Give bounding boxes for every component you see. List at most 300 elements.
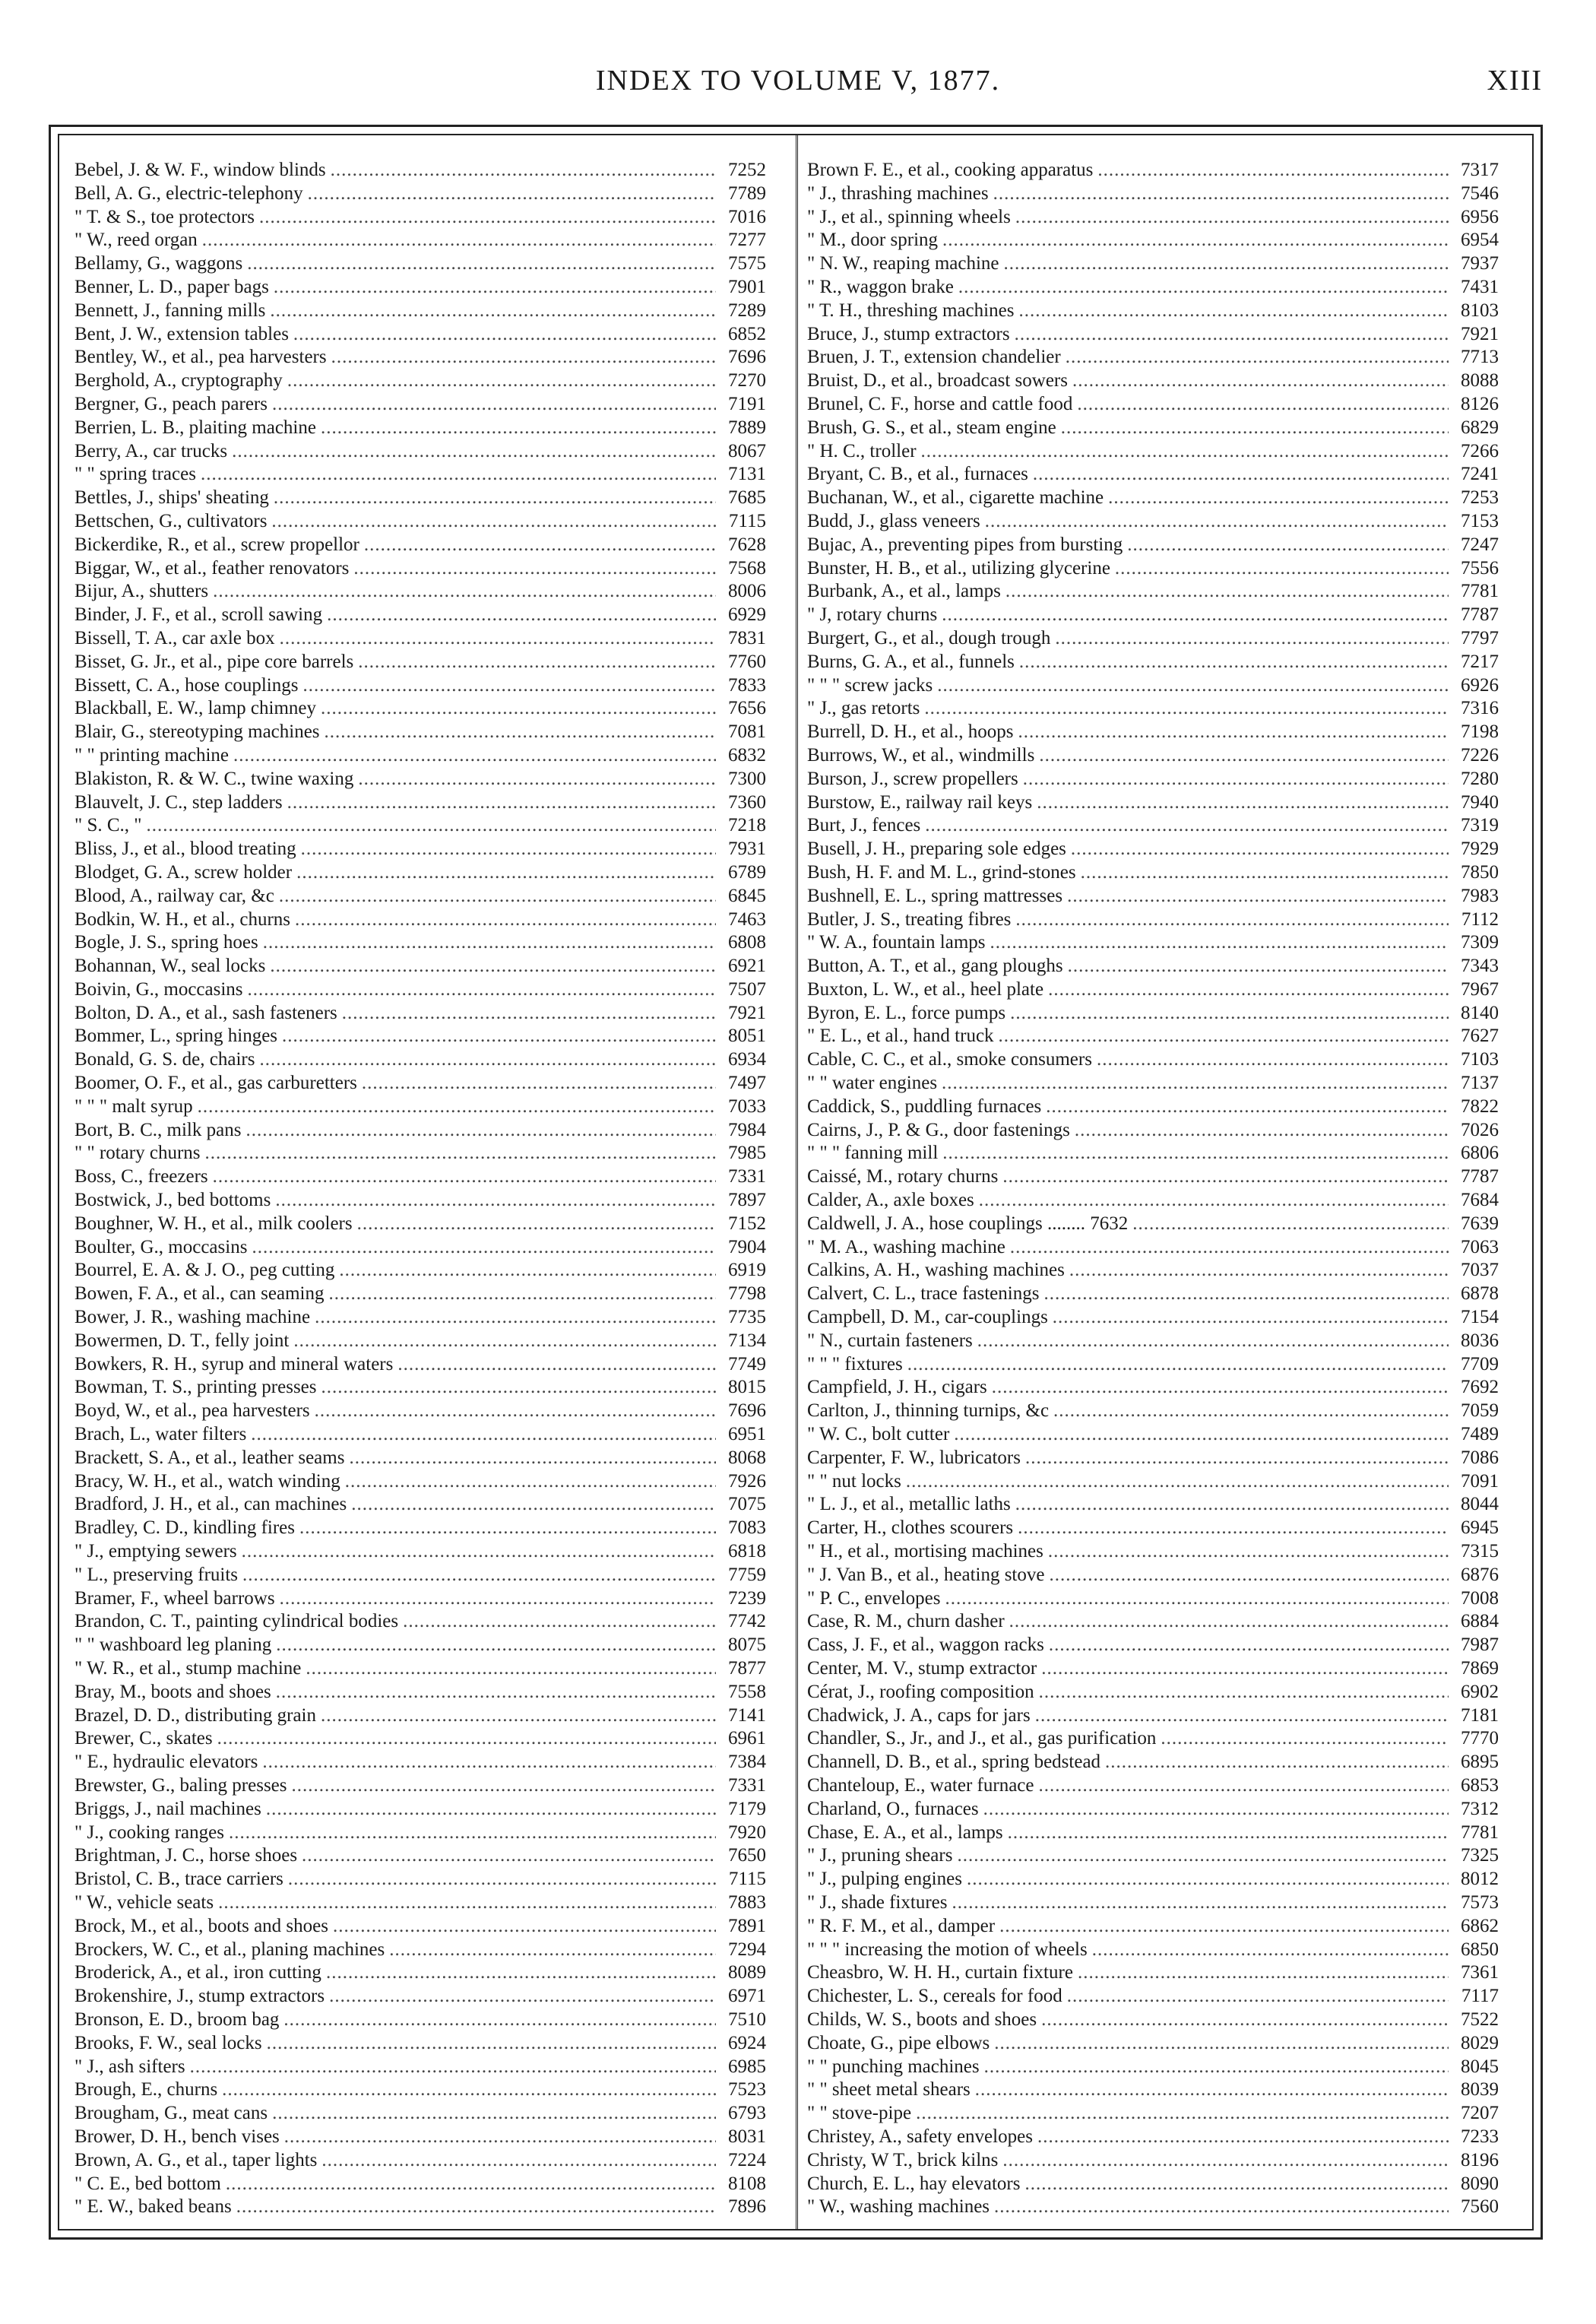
entry-number: 6852 [728, 323, 766, 344]
entry-number: 7141 [728, 1704, 766, 1726]
entry-number: 6954 [1461, 230, 1499, 251]
entry-number: 7154 [1461, 1307, 1499, 1328]
index-entry [807, 253, 1499, 277]
leader-dots [1127, 534, 1449, 556]
entry-number: 7560 [1461, 2196, 1499, 2218]
index-entry [807, 1986, 1499, 2009]
index-entry [807, 1424, 1499, 1447]
entry-number: 7523 [728, 2079, 766, 2100]
entry-number: 7929 [1461, 839, 1499, 860]
entry-number: 7937 [1461, 253, 1499, 274]
entry-name: Case, R. M., churn dasher [807, 1611, 1005, 1632]
leader-dots [1067, 1986, 1449, 2007]
leader-dots [282, 1026, 716, 1047]
leader-dots [992, 1377, 1449, 1398]
entry-name: " " spring traces [74, 464, 196, 485]
entry-number: 7103 [1461, 1049, 1499, 1070]
index-entry [807, 721, 1499, 745]
leader-dots [353, 558, 716, 579]
entry-name: " L. J., et al., metallic laths [807, 1494, 1011, 1515]
index-entry [74, 394, 766, 417]
entry-number: 7117 [1461, 1986, 1499, 2007]
leader-dots [1015, 909, 1449, 931]
entry-number: 7627 [1461, 1026, 1499, 1047]
leader-dots [321, 1705, 716, 1726]
index-entry [74, 1939, 766, 1963]
index-entry [74, 1237, 766, 1260]
index-entry [807, 886, 1499, 909]
entry-number: 7431 [1461, 276, 1499, 297]
leader-dots [362, 1073, 716, 1094]
entry-number: 7920 [728, 1821, 766, 1843]
entry-name: Boivin, G., moccasins [74, 978, 243, 1000]
index-entry [74, 230, 766, 253]
leader-dots [916, 2103, 1449, 2124]
entry-name: Blackball, E. W., lamp chimney [74, 698, 316, 719]
entry-name: Benner, L. D., paper bags [74, 276, 269, 297]
entry-number: 7384 [728, 1752, 766, 1773]
leader-dots [1132, 1213, 1449, 1235]
index-entry [74, 1822, 766, 1846]
leader-dots [1004, 253, 1449, 274]
leader-dots [201, 464, 716, 485]
leader-dots [1078, 1962, 1449, 1983]
entry-number: 7063 [1461, 1236, 1499, 1257]
entry-name: Charland, O., furnaces [807, 1798, 979, 1819]
entry-name: Burns, G. A., et al., funnels [807, 651, 1015, 672]
entry-number: 7115 [728, 1869, 766, 1890]
entry-name: " R., waggon brake [807, 276, 954, 297]
entry-name: Berghold, A., cryptography [74, 370, 283, 392]
entry-number: 8196 [1461, 2149, 1499, 2170]
entry-name: Caldwell, J. A., hose couplings ........ 7632 [807, 1213, 1129, 1234]
entry-number: 7153 [1461, 510, 1499, 531]
leader-dots [1039, 1682, 1449, 1703]
leader-dots [1002, 1166, 1449, 1187]
entry-number: 6929 [728, 604, 766, 626]
entry-number: 7904 [728, 1236, 766, 1257]
index-entry [807, 1962, 1499, 1986]
entry-number: 6956 [1461, 206, 1499, 227]
entry-number: 7266 [1461, 440, 1499, 461]
entry-number: 6921 [728, 956, 766, 977]
entry-name: " L., preserving fruits [74, 1564, 239, 1585]
leader-dots [975, 2079, 1449, 2100]
index-entry [807, 1916, 1499, 1939]
leader-dots [302, 675, 716, 696]
leader-dots [907, 1354, 1449, 1375]
entry-name: " P. C., envelopes [807, 1587, 941, 1609]
leader-dots [1048, 1541, 1449, 1562]
entry-name: " C. E., bed bottom [74, 2173, 221, 2194]
index-entry [807, 300, 1499, 324]
index-entry [74, 769, 766, 792]
entry-number: 7735 [728, 1307, 766, 1328]
leader-dots [1055, 628, 1449, 649]
entry-number: 7781 [1461, 1821, 1499, 1843]
index-entry [807, 417, 1499, 441]
entry-number: 7112 [1461, 908, 1499, 930]
index-entry [807, 1120, 1499, 1143]
index-entry [74, 745, 766, 769]
entry-name: Burson, J., screw propellers [807, 768, 1018, 789]
leader-dots [994, 2033, 1449, 2054]
entry-number: 7967 [1461, 978, 1499, 1000]
entry-name: Childs, W. S., boots and shoes [807, 2009, 1037, 2030]
entry-number: 7940 [1461, 791, 1499, 813]
index-entry [807, 1541, 1499, 1565]
index-entry [807, 441, 1499, 464]
entry-name: Chichester, L. S., cereals for food [807, 1986, 1062, 2007]
leader-dots [983, 1799, 1449, 1820]
entry-number: 7983 [1461, 885, 1499, 906]
entry-name: " " rotary churns [74, 1143, 201, 1164]
index-entry [807, 1049, 1499, 1073]
entry-number: 7331 [728, 1166, 766, 1187]
leader-dots [1037, 792, 1449, 813]
entry-number: 7224 [728, 2149, 766, 2170]
entry-name: Church, E. L., hay elevators [807, 2173, 1021, 2194]
index-entry [74, 1752, 766, 1775]
leader-dots [937, 675, 1449, 696]
leader-dots [275, 1190, 716, 1211]
index-entry [807, 1307, 1499, 1330]
index-entry [807, 370, 1499, 394]
entry-name: Bort, B. C., milk pans [74, 1119, 242, 1140]
leader-dots [259, 207, 716, 228]
index-entry [74, 1541, 766, 1565]
entry-name: " " " fanning mill [807, 1143, 939, 1164]
entry-name: " R. F. M., et al., damper [807, 1915, 996, 1936]
entry-number: 7831 [728, 627, 766, 648]
entry-number: 7546 [1461, 182, 1499, 204]
index-entry [807, 1354, 1499, 1378]
entry-name: " W., vehicle seats [74, 1891, 214, 1913]
leader-dots [1066, 347, 1449, 368]
leader-dots [1061, 417, 1449, 439]
index-entry [807, 1775, 1499, 1799]
entry-name: Bent, J. W., extension tables [74, 323, 289, 344]
leader-dots [1015, 1494, 1449, 1515]
index-entry [74, 1143, 766, 1166]
index-entry [74, 1400, 766, 1424]
index-entry [807, 1565, 1499, 1588]
entry-number: 7891 [728, 1915, 766, 1936]
leader-dots [233, 745, 716, 766]
entry-name: Bellamy, G., waggons [74, 253, 243, 274]
entry-number: 7568 [728, 557, 766, 579]
entry-number: 7115 [728, 510, 766, 531]
entry-number: 7797 [1461, 627, 1499, 648]
leader-dots [248, 979, 716, 1000]
leader-dots [321, 417, 716, 439]
entry-number: 7489 [1461, 1424, 1499, 1445]
entry-name: Bentley, W., et al., pea harvesters [74, 347, 327, 368]
leader-dots [242, 1565, 716, 1586]
index-entry [74, 511, 766, 534]
entry-number: 8103 [1461, 300, 1499, 321]
entry-number: 8006 [728, 581, 766, 602]
leader-dots [327, 604, 716, 626]
entry-number: 7315 [1461, 1541, 1499, 1562]
leader-dots [1019, 652, 1449, 673]
index-entry [807, 1096, 1499, 1120]
index-entry [74, 464, 766, 487]
entry-name: Bracy, W. H., et al., watch winding [74, 1470, 340, 1492]
entry-number: 7008 [1461, 1587, 1499, 1609]
entry-name: Brandon, C. T., painting cylindrical bodies [74, 1611, 399, 1632]
entry-name: Bristol, C. B., trace carriers [74, 1869, 283, 1890]
index-entry [74, 1799, 766, 1822]
entry-number: 7198 [1461, 721, 1499, 743]
index-entry [74, 1892, 766, 1916]
entry-number: 6961 [728, 1728, 766, 1749]
leader-dots [1023, 769, 1449, 790]
index-entry [807, 1400, 1499, 1424]
entry-name: Bebel, J. & W. F., window blinds [74, 160, 326, 180]
entry-name: Brougham, G., meat cans [74, 2103, 268, 2124]
entry-name: " " stove-pipe [807, 2103, 912, 2124]
entry-number: 7091 [1461, 1470, 1499, 1492]
leader-dots [999, 1916, 1449, 1937]
entry-name: " J., ash sifters [74, 2056, 185, 2077]
leader-dots [280, 1588, 716, 1609]
entry-number: 7217 [1461, 651, 1499, 672]
entry-name: " E., hydraulic elevators [74, 1752, 258, 1773]
index-entry [807, 347, 1499, 370]
entry-number: 6924 [728, 2032, 766, 2053]
entry-name: Burbank, A., et al., lamps [807, 581, 1001, 602]
index-entry [74, 558, 766, 582]
page-number: XIII [1487, 65, 1543, 97]
leader-dots [306, 1658, 716, 1679]
entry-name: Berry, A., car trucks [74, 440, 228, 461]
index-entry [74, 698, 766, 721]
index-entry [807, 698, 1499, 721]
index-entry [807, 745, 1499, 769]
leader-dots [272, 394, 716, 415]
entry-name: Buchanan, W., et al., cigarette machine [807, 487, 1104, 509]
entry-name: Christey, A., safety envelopes [807, 2126, 1033, 2147]
index-entry [74, 1026, 766, 1049]
entry-name: " J., pruning shears [807, 1845, 953, 1866]
entry-name: Burstow, E., railway rail keys [807, 791, 1033, 813]
entry-number: 6829 [1461, 417, 1499, 438]
entry-name: Bettschen, G., cultivators [74, 510, 268, 531]
entry-name: Bodkin, W. H., et al., churns [74, 908, 291, 930]
entry-name: Briggs, J., nail machines [74, 1798, 261, 1819]
index-entry [74, 1260, 766, 1283]
entry-name: " " " malt syrup [74, 1095, 193, 1117]
entry-name: Bower, J. R., washing machine [74, 1307, 311, 1328]
index-column-right [807, 160, 1499, 2218]
leader-dots [333, 1916, 716, 1937]
leader-dots [1067, 886, 1449, 907]
entry-name: Calvert, C. L., trace fastenings [807, 1283, 1040, 1305]
entry-number: 7300 [728, 768, 766, 789]
index-entry [807, 956, 1499, 979]
entry-name: Bisset, G. Jr., et al., pipe core barrels [74, 651, 354, 672]
entry-name: Binder, J. F., et al., scroll sawing [74, 604, 323, 626]
entry-name: Blauvelt, J. C., step ladders [74, 791, 283, 813]
entry-name: Byron, E. L., force pumps [807, 1002, 1006, 1023]
entry-name: Bolton, D. A., et al., sash fasteners [74, 1002, 337, 1023]
index-entry [74, 441, 766, 464]
entry-name: " " water engines [807, 1073, 938, 1094]
leader-dots [329, 1986, 716, 2007]
entry-name: Chandler, S., Jr., and J., et al., gas purification [807, 1728, 1157, 1749]
entry-number: 8031 [728, 2126, 766, 2147]
index-entry [807, 1658, 1499, 1682]
entry-name: Brush, G. S., et al., steam engine [807, 417, 1056, 438]
leader-dots [213, 581, 716, 602]
leader-dots [1075, 1120, 1449, 1141]
entry-name: " " " screw jacks [807, 674, 933, 696]
leader-dots [994, 2196, 1449, 2218]
entry-name: Brach, L., water filters [74, 1424, 247, 1445]
entry-name: " W. C., bolt cutter [807, 1424, 950, 1445]
entry-name: Chadwick, J. A., caps for jars [807, 1704, 1031, 1726]
entry-number: 7083 [728, 1517, 766, 1539]
entry-name: Carpenter, F. W., lubricators [807, 1447, 1021, 1468]
entry-name: Brewster, G., baling presses [74, 1774, 287, 1796]
leader-dots [283, 2009, 716, 2031]
leader-dots [345, 1471, 716, 1492]
index-entry [807, 1026, 1499, 1049]
index-entry [74, 1682, 766, 1705]
entry-name: Bommer, L., spring hinges [74, 1026, 278, 1047]
entry-name: Blair, G., stereotyping machines [74, 721, 320, 743]
index-entry [807, 2056, 1499, 2080]
leader-dots [942, 1073, 1449, 1094]
entry-name: Campfield, J. H., cigars [807, 1377, 987, 1398]
entry-number: 7026 [1461, 1119, 1499, 1140]
index-entry [74, 2196, 766, 2220]
entry-number: 7822 [1461, 1095, 1499, 1117]
entry-number: 7309 [1461, 932, 1499, 953]
entry-number: 6862 [1461, 1915, 1499, 1936]
index-entry [807, 207, 1499, 230]
leader-dots [232, 441, 716, 462]
entry-name: Bijur, A., shutters [74, 581, 209, 602]
entry-number: 7289 [728, 300, 766, 321]
entry-name: Bennett, J., fanning mills [74, 300, 266, 321]
entry-number: 8075 [728, 1634, 766, 1656]
entry-number: 8140 [1461, 1002, 1499, 1023]
entry-number: 7926 [728, 1470, 766, 1492]
entry-number: 7558 [728, 1681, 766, 1702]
leader-dots [1043, 1283, 1449, 1305]
leader-dots [1025, 1447, 1449, 1469]
entry-number: 7037 [1461, 1260, 1499, 1281]
index-entry [807, 581, 1499, 604]
entry-number: 7059 [1461, 1400, 1499, 1422]
entry-number: 7016 [728, 206, 766, 227]
entry-name: Calder, A., axle boxes [807, 1190, 974, 1211]
index-entry [74, 1330, 766, 1354]
index-entry [807, 1517, 1499, 1541]
index-entry [74, 1517, 766, 1541]
leader-dots [280, 628, 716, 649]
index-entry [807, 909, 1499, 933]
entry-number: 8036 [1461, 1330, 1499, 1351]
index-entry [807, 324, 1499, 347]
entry-number: 7134 [728, 1330, 766, 1351]
leader-dots [403, 1611, 716, 1632]
leader-dots [924, 698, 1449, 719]
entry-name: Bowman, T. S., printing presses [74, 1377, 317, 1398]
index-entry [74, 1307, 766, 1330]
leader-dots [1053, 1307, 1449, 1328]
entry-number: 6832 [728, 744, 766, 766]
entry-number: 8029 [1461, 2032, 1499, 2053]
index-entry [74, 1916, 766, 1939]
entry-number: 7277 [728, 230, 766, 251]
entry-number: 6902 [1461, 1681, 1499, 1702]
leader-dots [308, 183, 716, 204]
entry-name: " T. H., threshing machines [807, 300, 1015, 321]
index-entry [74, 1962, 766, 1986]
index-entry [807, 2196, 1499, 2220]
entry-number: 8045 [1461, 2056, 1499, 2077]
entry-number: 7239 [728, 1587, 766, 1609]
entry-name: Bettles, J., ships' sheating [74, 487, 269, 509]
entry-name: " J., et al., spinning wheels [807, 206, 1011, 227]
entry-name: Brewer, C., skates [74, 1728, 213, 1749]
entry-number: 7931 [728, 839, 766, 860]
entry-name: " E. L., et al., hand truck [807, 1026, 994, 1047]
entry-name: Cheasbro, W. H. H., curtain fixture [807, 1962, 1073, 1983]
entry-name: Brightman, J. C., horse shoes [74, 1845, 298, 1866]
index-entry [74, 721, 766, 745]
index-entry [74, 1354, 766, 1378]
entry-number: 7573 [1461, 1891, 1499, 1913]
index-entry [74, 1471, 766, 1495]
entry-name: " J, rotary churns [807, 604, 938, 626]
leader-dots [325, 721, 716, 743]
entry-number: 7360 [728, 791, 766, 813]
entry-number: 7789 [728, 182, 766, 204]
entry-name: Boss, C., freezers [74, 1166, 208, 1187]
leader-dots [270, 956, 716, 977]
leader-dots [925, 815, 1449, 836]
index-entry [807, 1752, 1499, 1775]
leader-dots [296, 862, 716, 883]
leader-dots [339, 1260, 716, 1281]
leader-dots [302, 1845, 716, 1866]
leader-dots [276, 1634, 716, 1656]
entry-number: 7889 [728, 417, 766, 438]
entry-number: 6945 [1461, 1517, 1499, 1539]
leader-dots [284, 2126, 716, 2148]
entry-number: 6951 [728, 1424, 766, 1445]
index-entry [807, 1447, 1499, 1471]
index-entry [807, 2033, 1499, 2056]
entry-name: Choate, G., pipe elbows [807, 2032, 990, 2053]
entry-name: Brackett, S. A., et al., leather seams [74, 1447, 345, 1468]
index-entry [807, 1845, 1499, 1869]
entry-name: " N. W., reaping machine [807, 253, 999, 274]
leader-dots [389, 1939, 716, 1961]
entry-name: Bowermen, D. T., felly joint [74, 1330, 290, 1351]
entry-name: Brazel, D. D., distributing grain [74, 1704, 316, 1726]
index-entry [807, 769, 1499, 792]
entry-name: Broderick, A., et al., iron cutting [74, 1962, 321, 1983]
index-entry [807, 277, 1499, 300]
entry-name: Brockers, W. C., et al., planing machines [74, 1939, 385, 1960]
leader-dots [954, 1424, 1449, 1445]
index-entry [74, 1049, 766, 1073]
